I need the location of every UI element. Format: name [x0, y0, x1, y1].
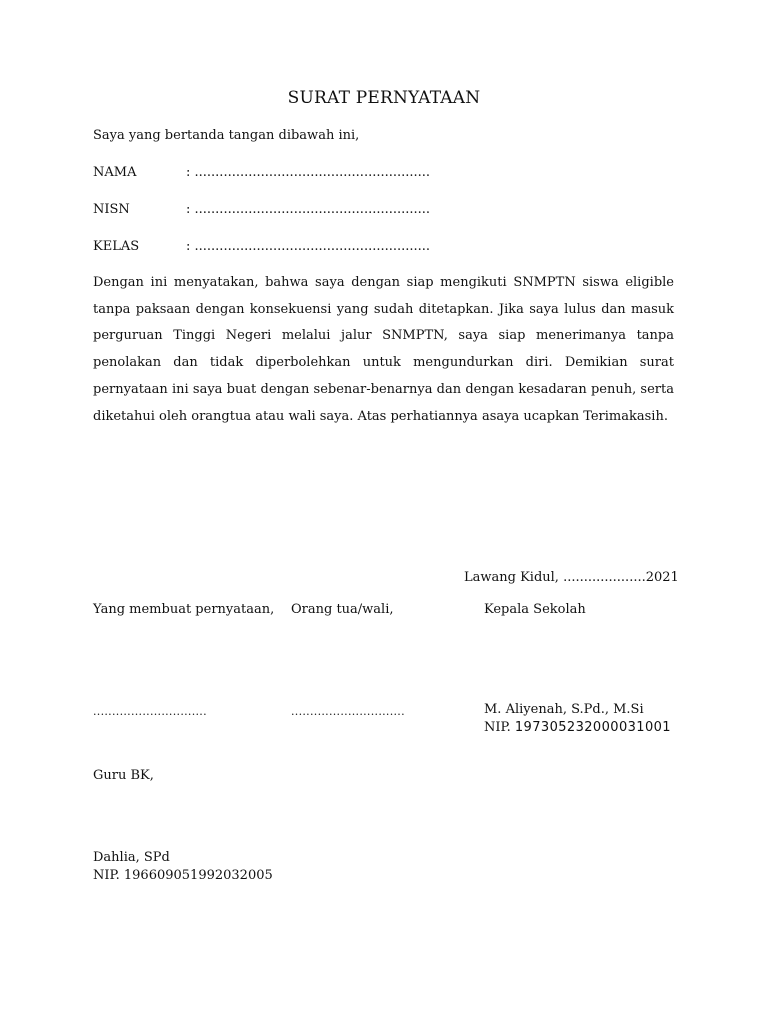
principal-name: M. Aliyenah, S.Pd., M.Si	[484, 702, 644, 717]
student-signature-blank: ..............................	[93, 705, 207, 718]
student-signature-heading: Yang membuat pernyataan,	[93, 602, 275, 617]
field-value-kelas: : .........................................................	[186, 239, 431, 254]
principal-nip-prefix: NIP.	[484, 720, 515, 735]
parent-signature-heading: Orang tua/wali,	[291, 602, 394, 617]
statement-paragraph: Dengan ini menyatakan, bahwa saya dengan siap mengikuti SNMPTN siswa eligible tanpa paksaan dengan konsekuensi yang sudah ditetapkan. Jika saya lulus dan masuk perguruan Tinggi Negeri melalui jalur SNMPTN, saya siap menerimanya tanpa penolakan dan tidak diperbolehkan untuk mengundurkan diri. Demikian surat pernyataan ini saya buat dengan sebenar-benarnya dan dengan kesadaran penuh, serta diketahui oleh orangtua atau wali saya. Atas perhatiannya asaya ucapkan Terimakasih.	[93, 275, 674, 424]
document-title: SURAT PERNYATAAN	[287, 88, 481, 108]
parent-signature-blank: ..............................	[291, 705, 405, 718]
principal-signature-heading: Kepala Sekolah	[484, 602, 586, 617]
principal-nip-number: 197305232000031001	[514, 720, 671, 735]
field-label-kelas: KELAS	[93, 239, 140, 254]
field-label-nama: NAMA	[93, 165, 137, 180]
counselor-heading: Guru BK,	[93, 768, 154, 783]
principal-nip	[484, 719, 671, 737]
opening-line: Saya yang bertanda tangan dibawah ini,	[93, 128, 360, 143]
place-date: Lawang Kidul, ....................2021	[464, 570, 679, 585]
counselor-name: Dahlia, SPd	[93, 850, 170, 865]
field-label-nisn: NISN	[93, 202, 130, 217]
counselor-nip: NIP. 196609051992032005	[93, 868, 273, 883]
field-value-nisn: : .........................................................	[186, 202, 431, 217]
field-value-nama: : .........................................................	[186, 165, 431, 180]
